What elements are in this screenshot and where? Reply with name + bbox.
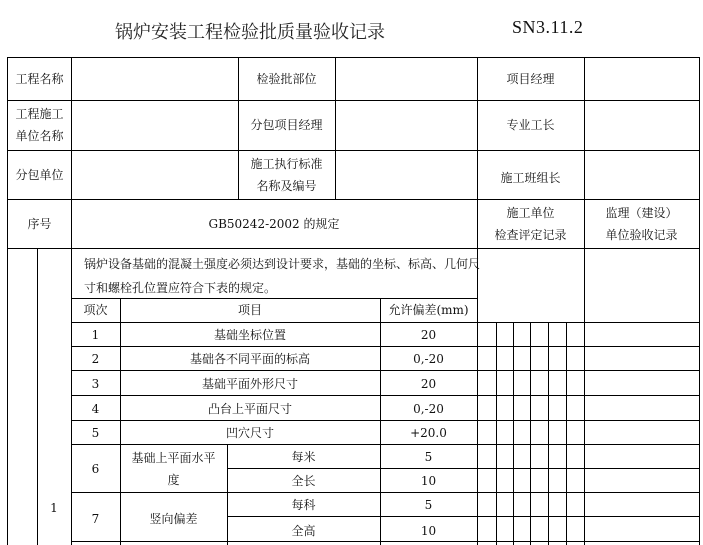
row-no: 2 [91, 352, 100, 366]
row-item: 基础坐标位置 [213, 328, 286, 342]
row-item: 竖向偏差 [149, 512, 198, 526]
grid-line-v [584, 57, 585, 545]
grid-line-v [699, 57, 700, 545]
row-item: 基础上平面水平 度 [131, 451, 216, 487]
row-tol: 5 [424, 450, 433, 464]
row-tol: +20.0 [410, 426, 447, 440]
grid-line-h [7, 57, 699, 58]
row-no: 4 [91, 401, 100, 416]
row-tol: 5 [424, 498, 433, 512]
form-code: SN3.11.2 [512, 17, 584, 37]
label-standard: 施工执行标准 名称及编号 [250, 156, 323, 193]
label-contractor-check: 施工单位 检查评定记录 [494, 205, 567, 242]
label-sub-pm: 分包项目经理 [250, 118, 323, 132]
row-sub-label: 全长 [291, 474, 316, 488]
row-item: 凹穴尺寸 [225, 426, 274, 440]
row-no: 5 [91, 426, 100, 440]
section-number: 1 [50, 501, 58, 515]
grid-line-v [530, 322, 531, 545]
page-title: 锅炉安装工程检验批质量验收记录 [115, 22, 385, 43]
row-item: 凸台上平面尺寸 [207, 401, 292, 416]
label-project-name: 工程名称 [15, 72, 64, 86]
label-inspection-lot: 检验批部位 [256, 72, 317, 86]
label-seq: 序号 [27, 216, 52, 231]
label-supervisor-check: 监理（建设） 单位验收记录 [605, 205, 678, 242]
row-sub-label: 每科 [291, 498, 316, 512]
row-no: 6 [91, 462, 100, 476]
row-no: 1 [91, 328, 100, 342]
grid-line-h [7, 100, 699, 101]
grid-line-v [496, 322, 497, 545]
section-requirement: 锅炉设备基础的混凝土强度必须达到设计要求，基础的坐标、标高、几何尺寸和螺栓孔位置应符合下表的规定。 [84, 257, 481, 295]
label-team-leader: 施工班组长 [500, 171, 561, 185]
grid-line-h [7, 150, 699, 151]
grid-line-v [548, 322, 549, 545]
grid-line-h [7, 248, 699, 249]
row-item: 基础各不同平面的标高 [189, 352, 310, 366]
row-tol: 20 [420, 328, 437, 342]
grid-line-v [566, 322, 567, 545]
row-no: 3 [91, 376, 100, 391]
row-no: 7 [91, 512, 100, 526]
col-no-header: 项次 [83, 303, 108, 317]
grid-line-v [335, 57, 336, 199]
row-tol: 0,-20 [413, 401, 444, 416]
label-contractor: 工程施工 单位名称 [15, 107, 64, 143]
grid-line-v [513, 322, 514, 545]
row-tol: 20 [420, 376, 437, 391]
col-item-header: 项目 [237, 303, 262, 317]
row-tol: 0,-20 [413, 352, 444, 366]
row-tol: 10 [420, 524, 437, 538]
label-foreman: 专业工长 [506, 118, 555, 132]
row-item: 基础平面外形尺寸 [201, 376, 298, 391]
label-spec: GB50242-2002 的规定 [208, 216, 340, 231]
row-sub-label: 每米 [291, 450, 316, 464]
label-subcontractor: 分包单位 [15, 167, 64, 182]
col-tol-header: 允许偏差(mm) [388, 303, 469, 317]
label-project-manager: 项目经理 [506, 72, 555, 86]
row-tol: 10 [420, 474, 437, 488]
row-sub-label: 全高 [291, 524, 316, 538]
